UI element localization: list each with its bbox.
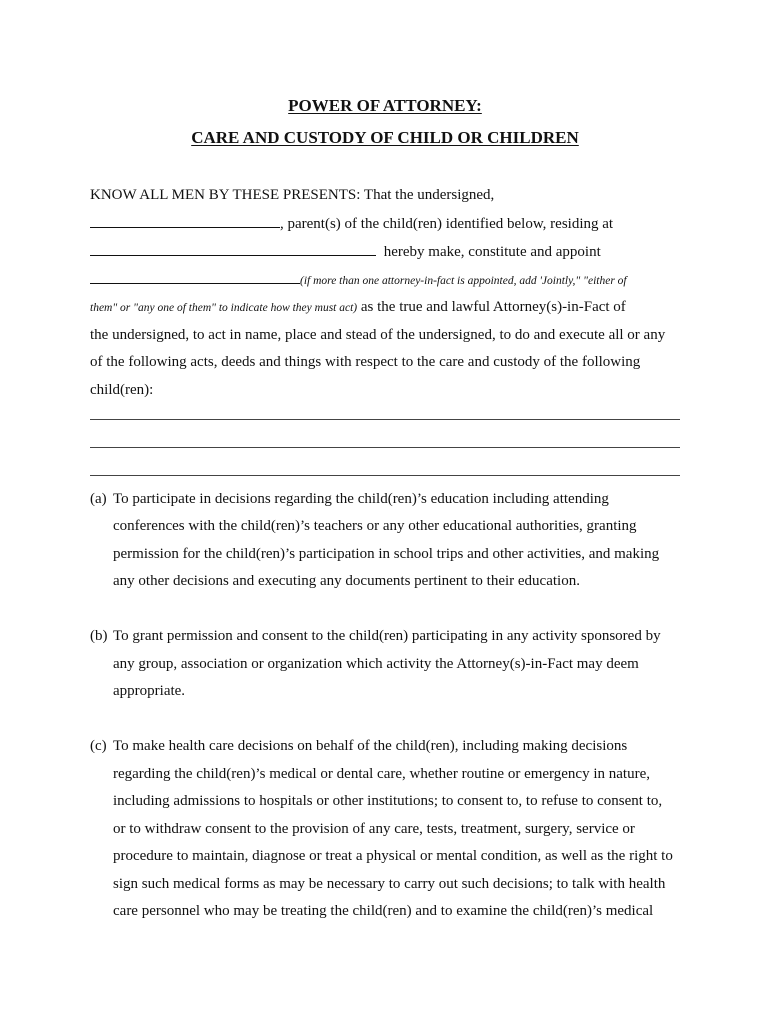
section-c-line-1: To make health care decisions on behalf of the child(ren), including making decisions: [113, 738, 628, 754]
children-blank-line-2[interactable]: [90, 447, 680, 448]
section-c-label: (c): [90, 738, 107, 754]
section-b-line-2: any group, association or organization which activity the Attorney(s)-in-Fact may deem: [113, 656, 639, 672]
section-c-line-2: regarding the child(ren)’s medical or dental care, whether routine or emergency in nature,: [113, 766, 650, 782]
section-a-line-3: permission for the child(ren)’s participation in school trips and other activities, and making: [113, 546, 660, 562]
intro-line-5: [90, 298, 626, 317]
section-c-line-6: sign such medical forms as may be necessary to carry out such decisions; to talk with health: [113, 876, 666, 892]
section-a-label: (a): [90, 491, 107, 507]
section-c-line-3: including admissions to hospitals or other institutions; to consent to, to refuse to consent to,: [113, 793, 663, 809]
section-a-line-2: conferences with the child(ren)’s teachers or any other educational authorities, granting: [113, 518, 637, 534]
intro-line-8: child(ren):: [90, 382, 154, 398]
intro-line-6: the undersigned, to act in name, place and stead of the undersigned, to do and execute all or any: [90, 327, 666, 343]
section-c-line-7: care personnel who may be treating the child(ren) and to examine the child(ren)’s medical: [113, 903, 654, 919]
children-blank-line-3[interactable]: [90, 475, 680, 476]
italic-note-2: them" or "any one of them" to indicate how they must act): [90, 302, 358, 314]
as-true-text: as the true and lawful Attorney(s)-in-Fact of: [357, 299, 626, 315]
section-b-line-3: appropriate.: [113, 683, 186, 699]
section-b-label: (b): [90, 628, 108, 644]
intro-line-4: [90, 270, 627, 290]
attorney-name-blank[interactable]: [90, 270, 300, 284]
parent-name-blank[interactable]: [90, 214, 280, 228]
parents-text: , parent(s) of the child(ren) identified below, residing at: [280, 216, 614, 232]
residence-blank[interactable]: [90, 242, 376, 256]
section-c-line-5: procedure to maintain, diagnose or treat a physical or mental condition, as well as the right to: [113, 848, 673, 864]
document-title: POWER OF ATTORNEY:: [288, 96, 482, 115]
intro-line-2: [90, 214, 613, 233]
intro-line-3: [90, 242, 601, 261]
hereby-text: hereby make, constitute and appoint: [383, 244, 601, 260]
italic-note-1: (if more than one attorney-in-fact is appointed, add 'Jointly," "either of: [300, 275, 627, 287]
section-c-line-4: or to withdraw consent to the provision of any care, tests, treatment, surgery, service or: [113, 821, 635, 837]
document-subtitle: CARE AND CUSTODY OF CHILD OR CHILDREN: [191, 128, 579, 147]
intro-line-1: KNOW ALL MEN BY THESE PRESENTS: That the undersigned,: [90, 187, 495, 203]
children-blank-line-1[interactable]: [90, 419, 680, 420]
section-a-line-4: any other decisions and executing any documents pertinent to their education.: [113, 573, 580, 589]
intro-line-7: of the following acts, deeds and things with respect to the care and custody of the following: [90, 354, 641, 370]
section-b-line-1: To grant permission and consent to the child(ren) participating in any activity sponsored by: [113, 628, 661, 644]
section-a-line-1: To participate in decisions regarding the child(ren)’s education including attending: [113, 491, 609, 507]
